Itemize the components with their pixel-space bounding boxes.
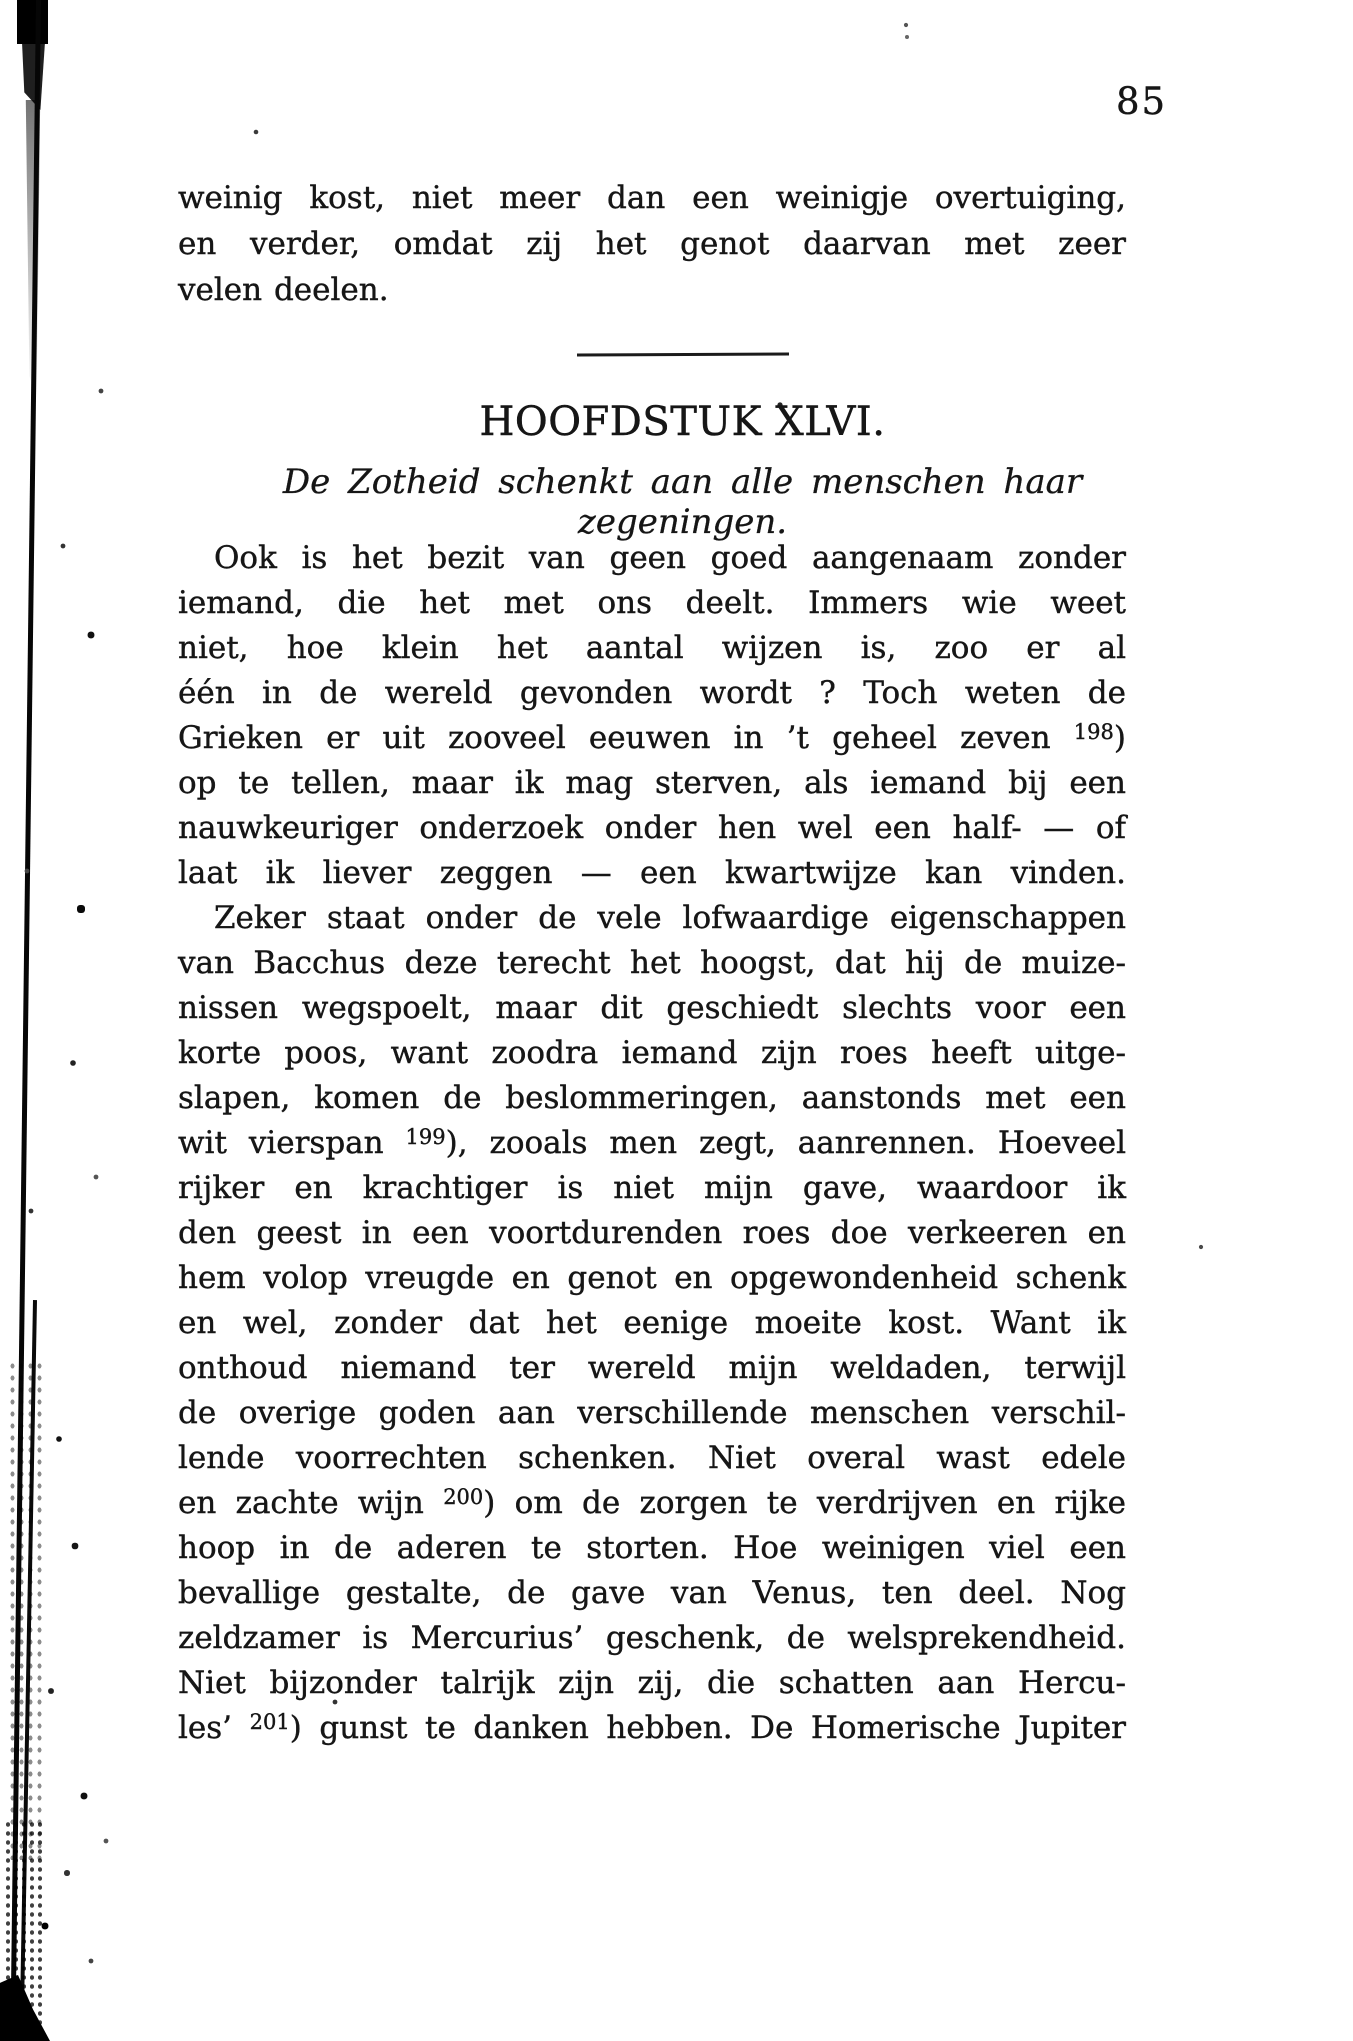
text-line: hem volop vreugde en genot en opgewondenheid schenk — [178, 1260, 1126, 1296]
paragraph — [178, 896, 1126, 1751]
footnote-marker: 198 — [1073, 720, 1114, 744]
text-line: Grieken er uit zooveel eeuwen in ’t geheel zeven $^{198}$) — [178, 720, 1126, 756]
footnote-marker: 199 — [405, 1125, 446, 1149]
text-line: laat ik liever zeggen — een kwartwijze kan vinden. — [178, 855, 1126, 891]
text-line: de overige goden aan verschillende menschen verschil- — [178, 1395, 1126, 1431]
continuation-paragraph — [178, 175, 1126, 313]
text-line: korte poos, want zoodra iemand zijn roes heeft uitge- — [178, 1035, 1126, 1071]
text-line: bevallige gestalte, de gave van Venus, ten deel. Nog — [178, 1575, 1126, 1611]
chapter-subtitle: De Zotheid schenkt aan alle menschen haar zegeningen. — [282, 462, 1083, 542]
scan-noise-band — [8, 1360, 42, 1860]
text-line: rijker en krachtiger is niet mijn gave, waardoor ik — [178, 1170, 1126, 1206]
scan-speckles — [0, 0, 2, 2]
text-line: nissen wegspoelt, maar dit geschiedt slechts voor een — [178, 990, 1126, 1026]
page-number: 85 — [1116, 80, 1168, 123]
footnote-marker: 201 — [249, 1710, 290, 1734]
paragraph — [178, 536, 1126, 896]
main-text-block — [178, 536, 1126, 1751]
text-line: zeldzamer is Mercurius’ geschenk, de welsprekendheid. — [178, 1620, 1126, 1656]
binding-shadow-top-tail — [22, 42, 45, 110]
text-line: op te tellen, maar ik mag sterven, als iemand bij een — [178, 765, 1126, 801]
text-line: niet, hoe klein het aantal wijzen is, zoo er al — [178, 630, 1126, 666]
binding-shadow-top — [17, 0, 48, 44]
text-line: weinig kost, niet meer dan een weinigje overtuiging, — [178, 180, 1126, 216]
text-line: Ook is het bezit van geen goed aangenaam zonder — [214, 540, 1126, 576]
text-line: en zachte wijn $^{200}$) om de zorgen te verdrijven en rijke — [178, 1485, 1126, 1521]
text-line: velen deelen. — [178, 272, 389, 308]
text-line: en verder, omdat zij het genot daarvan met zeer — [178, 226, 1126, 262]
text-line: hoop in de aderen te storten. Hoe weinigen viel een — [178, 1530, 1126, 1566]
text-line: lende voorrechten schenken. Niet overal wast edele — [178, 1440, 1126, 1476]
text-line: Zeker staat onder de vele lofwaardige eigenschappen — [214, 900, 1126, 936]
text-line: iemand, die het met ons deelt. Immers wie weet — [178, 585, 1126, 621]
section-divider-rule — [576, 353, 788, 357]
text-line: en wel, zonder dat het eenige moeite kost. Want ik — [178, 1305, 1126, 1341]
text-line: van Bacchus deze terecht het hoogst, dat hij de muize- — [178, 945, 1126, 981]
footnote-marker: 200 — [443, 1485, 484, 1509]
text-line: onthoud niemand ter wereld mijn weldaden, terwijl — [178, 1350, 1126, 1386]
text-line: wit vierspan $^{199}$), zooals men zegt, aanrennen. Hoeveel — [178, 1125, 1126, 1161]
text-line: den geest in een voortdurenden roes doe verkeeren en — [178, 1215, 1126, 1251]
text-line: één in de wereld gevonden wordt ? Toch weten de — [178, 675, 1126, 711]
text-line: nauwkeuriger onderzoek onder hen wel een half- — of — [178, 810, 1126, 846]
text-line: les’ $^{201}$) gunst te danken hebben. De Homerische Jupiter — [178, 1710, 1126, 1746]
text-line: Niet bijzonder talrijk zijn zij, die schatten aan Hercu- — [178, 1665, 1126, 1701]
section-divider-wrap — [210, 341, 1155, 360]
text-line: slapen, komen de beslommeringen, aanstonds met een — [178, 1080, 1126, 1116]
chapter-heading: HOOFDSTUK XLVI. — [479, 399, 886, 445]
